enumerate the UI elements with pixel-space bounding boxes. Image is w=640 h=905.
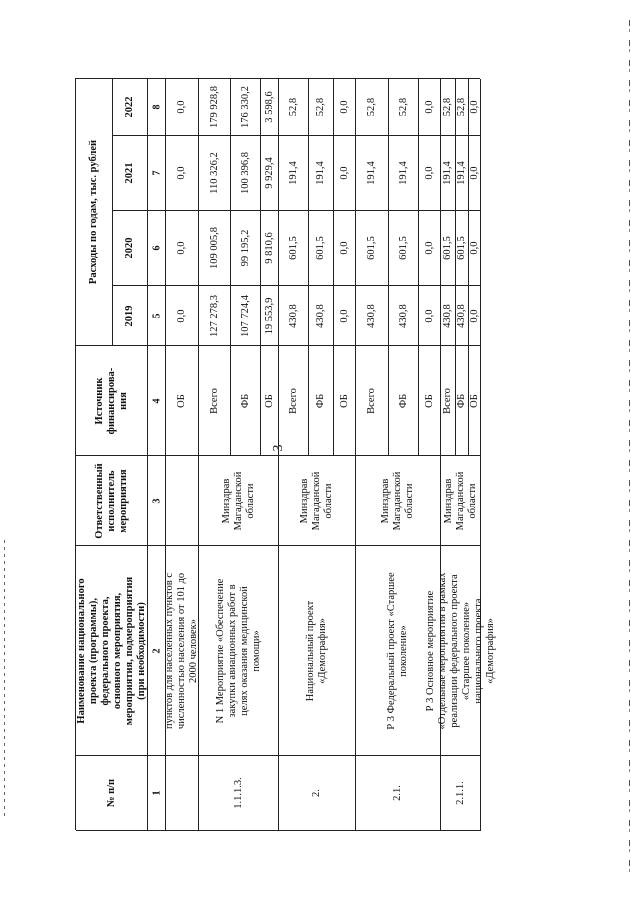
row-value [166,211,199,286]
column-index-text: 7 [150,170,162,176]
row-value-text: 99 195,2 [239,229,251,267]
row-executor-text: Минздрав Магаданской области [220,471,256,530]
row-source-text: ОБ [468,393,480,408]
row-value [279,79,309,136]
row-source [469,346,481,456]
row-value-text: 0,0 [175,308,187,323]
row-source [309,346,334,456]
row-value [389,79,419,136]
row-source [279,346,309,456]
row-value-text: 127 278,3 [208,294,220,337]
row-value [279,211,309,286]
header-source [76,346,148,456]
header-year-text: 2022 [123,96,135,118]
header-executor [76,456,148,546]
column-index [148,346,166,456]
column-index-text: 3 [150,498,162,503]
row-source [261,346,279,456]
row-source [199,346,231,456]
row-name [163,546,200,756]
row-value-text: 0,0 [338,241,350,255]
row-value [199,136,231,211]
row-value [469,286,481,346]
row-value-text: 0,0 [175,100,187,114]
row-value [279,286,309,346]
page-number: 3 [271,444,286,452]
header-expenses [76,79,113,346]
column-index [148,79,166,136]
header-year-text: 2021 [123,162,135,184]
column-index-text: 6 [150,245,162,251]
scan-edge-right [629,20,630,880]
header-year-text: 2020 [123,237,135,259]
row-executor-text: Минздрав Магаданской области [442,471,478,530]
row-source-text: ОБ [423,393,435,408]
row-value-text: 0,0 [175,241,187,255]
row-value-text: 601,5 [455,236,467,260]
header-year [113,79,148,136]
row-value [199,79,231,136]
row-num-text: 1.1.1.3. [232,777,244,809]
row-value [231,286,261,346]
row-value-text: 0,0 [423,241,435,255]
row-value-text: 179 928,8 [208,86,220,128]
row-value-text: 100 396,8 [239,152,251,194]
row-num [166,756,199,831]
column-index-text: 2 [150,648,162,653]
row-value [261,136,279,211]
row-executor [166,456,199,546]
row-value [456,211,469,286]
row-value [231,136,261,211]
row-value [166,79,199,136]
row-value-text: 601,5 [441,236,453,260]
row-source-text: ФБ [239,393,251,408]
row-source [334,346,356,456]
row-executor [199,456,279,546]
row-source [231,346,261,456]
row-value [456,136,469,211]
header-year-text: 2019 [123,305,135,326]
row-value-text: 0,0 [468,166,480,180]
row-value-text: 52,8 [365,97,377,117]
row-num-text: 2. [310,789,322,797]
column-index-text: 5 [150,313,162,318]
row-value [261,286,279,346]
row-value [356,211,389,286]
row-value-text: 52,8 [455,97,467,117]
row-source [356,346,389,456]
row-name [279,546,356,756]
row-value-text: 52,8 [441,97,453,117]
row-value-text: 110 326,2 [208,152,220,194]
column-index [148,136,166,211]
row-value-text: 601,5 [397,236,409,260]
header-num [76,756,148,831]
budget-table [75,78,496,830]
column-index-text: 8 [150,104,162,110]
row-value-text: 0,0 [468,241,480,255]
row-name-text: Национальный проект «Демография» [304,600,328,701]
row-value-text: 52,8 [287,97,299,117]
row-value [356,286,389,346]
row-value-text: 191,4 [455,161,467,185]
row-value-text: 601,5 [365,236,377,260]
row-value-text: 0,0 [338,166,350,180]
row-executor [441,456,481,546]
row-value [231,79,261,136]
column-index [148,211,166,286]
row-num [356,756,441,831]
row-source [456,346,469,456]
row-value [334,136,356,211]
row-executor-text: Минздрав Магаданской области [298,471,335,530]
row-value-text: 191,4 [287,161,299,185]
row-source-text: ФБ [314,393,326,408]
row-executor [356,456,441,546]
row-source-text: ОБ [175,393,187,408]
column-index-text: 4 [150,398,162,403]
row-value-text: 0,0 [423,166,435,180]
row-source-text: ОБ [263,393,275,408]
row-value [389,211,419,286]
row-value-text: 430,8 [397,303,409,328]
row-value [334,79,356,136]
row-value-text: 601,5 [287,236,299,260]
row-name-text: пунктов для населенных пунктов с численностью населения от 101 до 2000 человек» [163,572,200,729]
row-executor-text: Минздрав Магаданской области [379,471,416,530]
row-value-text: 0,0 [423,308,435,323]
row-value [199,286,231,346]
header-executor-text: Ответственный исполнитель мероприятия [93,462,129,539]
row-value [166,136,199,211]
row-value-text: 430,8 [455,303,467,328]
column-index [148,756,166,831]
row-source-text: Всего [365,387,377,414]
row-value [456,286,469,346]
row-value [279,136,309,211]
row-value-text: 191,4 [365,161,377,185]
row-value-text: 19 553,9 [263,297,275,334]
row-value [441,211,456,286]
row-num [199,756,279,831]
row-value [469,211,481,286]
row-value-text: 191,4 [397,161,409,185]
row-num-text: 2.1. [391,785,403,801]
row-executor [279,456,356,546]
row-value-text: 109 005,8 [208,227,220,269]
row-value [309,136,334,211]
row-value [334,286,356,346]
row-source-text: Всего [441,387,453,414]
row-value-text: 601,5 [314,236,326,260]
row-value [389,136,419,211]
header-year [113,136,148,211]
row-value [419,79,441,136]
row-value [309,286,334,346]
row-value-text: 430,8 [314,303,326,328]
row-value [356,79,389,136]
column-index [148,286,166,346]
row-value-text: 0,0 [175,166,187,180]
row-value [199,211,231,286]
row-value-text: 430,8 [365,303,377,328]
row-source [389,346,419,456]
column-index [148,456,166,546]
row-value-text: 52,8 [314,97,326,117]
column-index-text: 1 [150,790,162,796]
row-value [261,211,279,286]
row-source-text: Всего [208,387,220,414]
row-value [419,136,441,211]
header-num-text: № п/п [105,778,117,808]
row-value-text: 430,8 [441,303,453,328]
row-value-text: 191,4 [441,161,453,185]
row-value [356,136,389,211]
row-value-text: 0,0 [468,308,480,323]
header-name-text: Наименование национального проекта (программы), федерального проекта, основного мероприятия, мероприятия, подмероприятия (при необходимости) [75,576,147,725]
row-value [261,79,279,136]
row-name-text: N 1 Мероприятие «Обеспечение закупки авиационных работ в целях оказания медицинской помощи» [214,578,262,723]
row-value-text: 0,0 [423,100,435,114]
row-source-text: ФБ [397,393,409,408]
row-name [424,546,496,756]
row-value [419,286,441,346]
row-value [389,286,419,346]
row-value [166,286,199,346]
row-value-text: 176 330,2 [239,86,251,128]
row-num [441,756,481,831]
row-value [334,211,356,286]
row-value-text: 52,8 [397,97,409,117]
row-source-text: ОБ [338,393,350,408]
row-value [469,79,481,136]
row-value-text: 3 598,6 [263,91,275,123]
row-value-text: 9 810,6 [263,232,275,264]
row-source [419,346,441,456]
header-source-text: Источник финансирова- ния [93,367,129,434]
row-value [309,79,334,136]
row-value-text: 191,4 [314,161,326,185]
row-value [441,286,456,346]
row-value-text: 430,8 [287,303,299,328]
row-value [231,211,261,286]
header-name [76,546,148,756]
row-name-text: Р 3 Основное мероприятие «Отдельные мероприятия в рамках реализации федерального проекта «Старшее поколение» национального проекта «Демография» [424,571,496,730]
row-value [456,79,469,136]
row-source [441,346,456,456]
row-value-text: 9 929,4 [263,157,275,189]
row-value [309,211,334,286]
row-source-text: ФБ [455,393,467,408]
scan-edge-left [4,540,5,820]
row-name-text: Р 3 Федеральный проект «Старшее поколение» [385,571,409,730]
header-expenses-text: Расходы по годам, тыс. рублей [87,139,99,285]
row-source-text: Всего [287,387,299,414]
row-num [279,756,356,831]
row-value-text: 107 724,4 [239,294,251,337]
row-name [199,546,279,756]
row-value [469,136,481,211]
header-year [113,211,148,286]
row-value-text: 0,0 [338,100,350,114]
header-year [113,286,148,346]
row-source [166,346,199,456]
row-value-text: 0,0 [338,308,350,323]
row-value [441,79,456,136]
row-value [441,136,456,211]
row-num-text: 2.1.1. [454,781,466,805]
row-value-text: 0,0 [468,100,480,114]
row-value [419,211,441,286]
